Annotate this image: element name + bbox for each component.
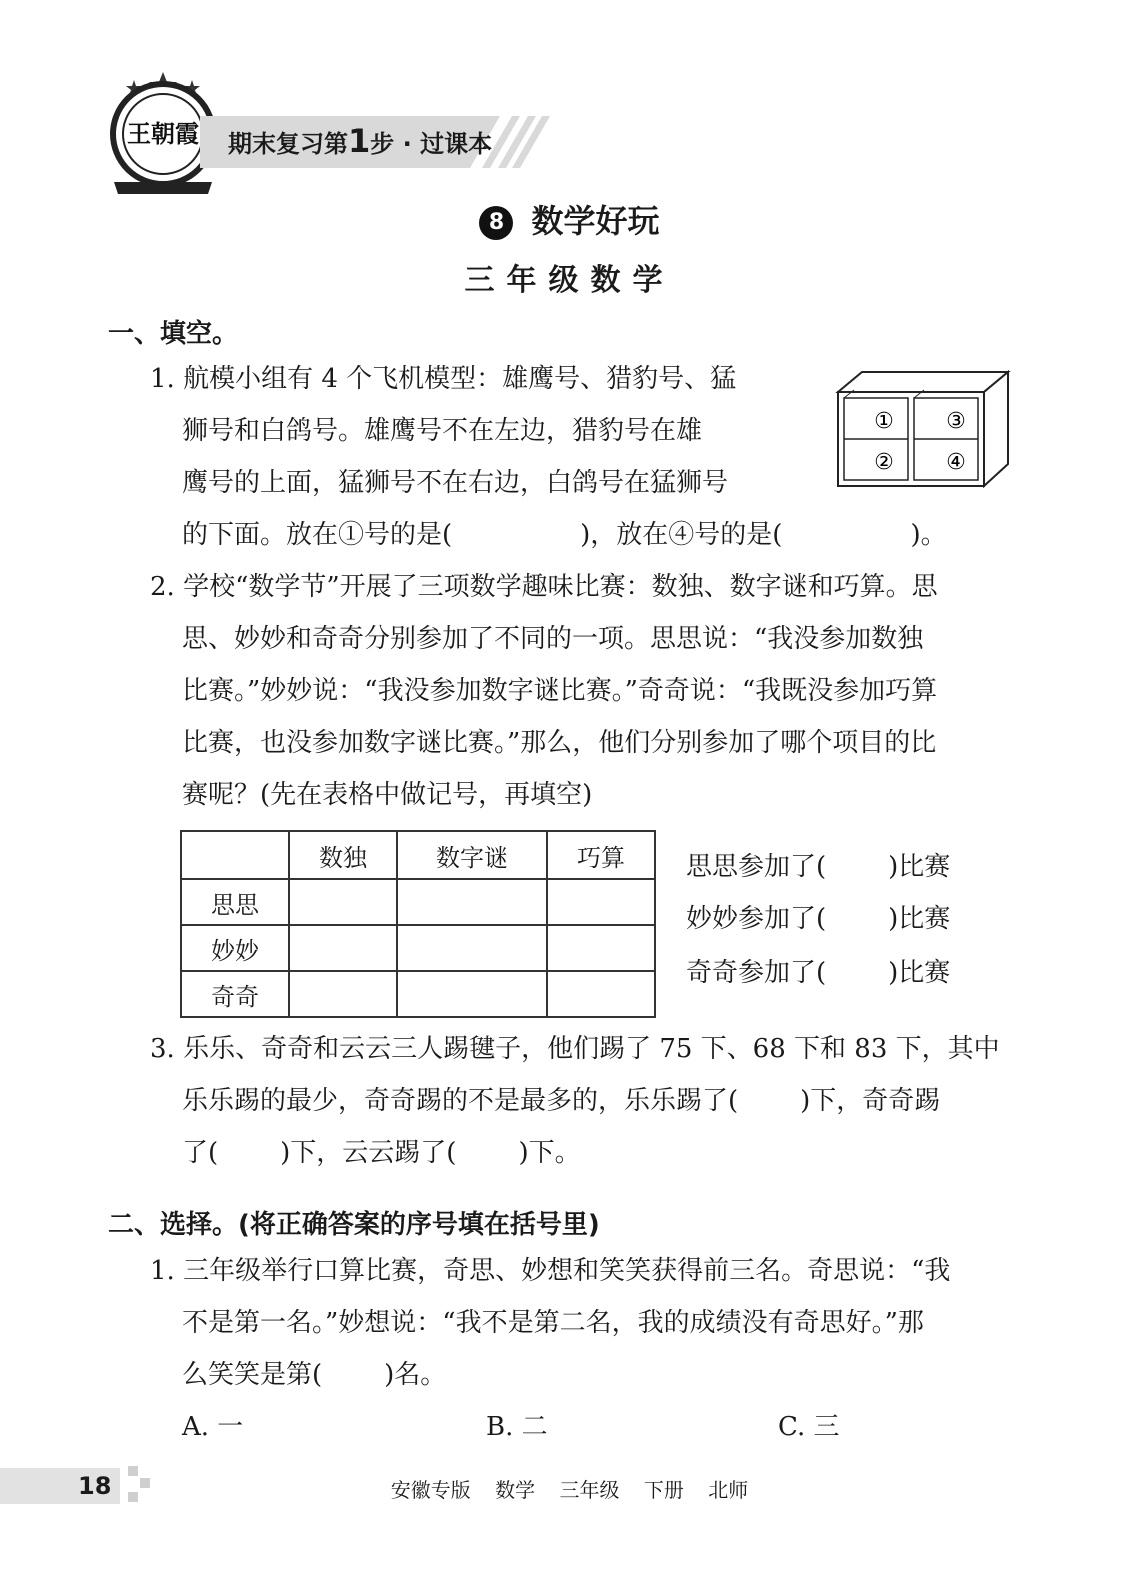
q1-line-4: [182, 520, 947, 550]
table-row: [181, 925, 655, 971]
q2-answer-3: [686, 958, 950, 988]
s2-q1-line-2: 不是第一名。”妙想说：“我不是第二名，我的成绩没有奇思好。”那: [182, 1308, 924, 1338]
cabinet-slot-3: ③: [946, 409, 966, 434]
unit-title: [0, 196, 1139, 242]
footer-grade: 三年级: [559, 1478, 620, 1502]
q2-answer-2: [686, 904, 950, 934]
table-cell[interactable]: [289, 925, 397, 971]
q2-line-1: 2. 学校“数学节”开展了三项数学趣味比赛：数独、数字谜和巧算。思: [150, 572, 938, 602]
table-cell[interactable]: [289, 971, 397, 1017]
table-header-cell: 巧算: [547, 831, 655, 879]
table-header-cell: [181, 831, 289, 879]
section2-heading: 二、选择。(将正确答案的序号填在括号里): [108, 1210, 600, 1240]
footer-edition: 安徽专版: [390, 1478, 471, 1502]
s2-q1-line-3: [182, 1360, 446, 1390]
q1-line-2: 狮号和白鸽号。雄鹰号不在左边，猎豹号在雄: [182, 416, 703, 446]
unit-name: 数学好玩: [531, 202, 660, 240]
q3-text: )下，云云踢了(: [280, 1138, 457, 1168]
table-cell[interactable]: [289, 879, 397, 925]
table-row-label: 奇奇: [181, 971, 289, 1017]
footer-volume: 下册: [643, 1478, 684, 1502]
cabinet-slot-4: ④: [946, 450, 966, 475]
answer-text: 思思参加了(: [686, 852, 827, 882]
table-header-row: [181, 831, 655, 879]
footer-publisher: 北师: [708, 1478, 749, 1502]
footer-info: [0, 1474, 1139, 1503]
q3-line-1: 3. 乐乐、奇奇和云云三人踢毽子，他们踢了 75 下、68 下和 83 下，其中: [150, 1034, 1000, 1064]
table-header-cell: 数字谜: [397, 831, 547, 879]
table-row: [181, 971, 655, 1017]
q1-text-b: )，放在④号的是(: [580, 520, 783, 550]
q3-text: )下。: [518, 1138, 581, 1168]
q1-text-a: 的下面。放在①号的是(: [182, 520, 453, 550]
table-row-label: 妙妙: [181, 925, 289, 971]
table-cell[interactable]: [397, 971, 547, 1017]
q3-text: 乐乐踢的最少，奇奇踢的不是最多的，乐乐踢了(: [182, 1086, 739, 1116]
q2-line-4: 比赛，也没参加数字谜比赛。”那么，他们分别参加了哪个项目的比: [182, 728, 937, 758]
answer-text: )比赛: [888, 904, 951, 934]
s2-q1-text: 么笑笑是第(: [182, 1360, 323, 1390]
q3-line-3: [182, 1138, 581, 1168]
table-row: [181, 879, 655, 925]
banner-title: [228, 122, 492, 160]
q3-text: 了(: [182, 1138, 219, 1168]
option-a[interactable]: A. 一: [182, 1412, 244, 1442]
q1-text-c: )。: [910, 520, 947, 550]
answer-text: 奇奇参加了(: [686, 958, 827, 988]
q3-line-2: [182, 1086, 940, 1116]
answer-text: )比赛: [888, 852, 951, 882]
q3-text: )下，奇奇踢: [800, 1086, 941, 1116]
table-row-label: 思思: [181, 879, 289, 925]
banner-prefix: 期末复习第: [228, 130, 348, 158]
banner-suffix: 步 · 过课本: [370, 130, 493, 158]
q2-line-3: 比赛。”妙妙说：“我没参加数字谜比赛。”奇奇说：“我既没参加巧算: [182, 676, 938, 706]
answer-text: 妙妙参加了(: [686, 904, 827, 934]
option-b[interactable]: B. 二: [486, 1412, 548, 1442]
cabinet-slot-1: ①: [874, 409, 894, 434]
q2-line-2: 思、妙妙和奇奇分别参加了不同的一项。思思说：“我没参加数独: [182, 624, 924, 654]
logic-table: [180, 830, 656, 1018]
footer-subject: 数学: [495, 1478, 536, 1502]
option-c[interactable]: C. 三: [778, 1412, 840, 1442]
table-cell[interactable]: [547, 879, 655, 925]
table-header-cell: 数独: [289, 831, 397, 879]
cabinet-figure: [832, 368, 1012, 490]
banner-step: 1: [348, 122, 371, 160]
page-number: 18: [78, 1472, 112, 1500]
subtitle: 三年级数学: [464, 263, 675, 298]
answer-text: )比赛: [888, 958, 951, 988]
unit-number-badge: 8: [479, 206, 513, 240]
table-cell[interactable]: [397, 879, 547, 925]
q2-answer-1: [686, 852, 950, 882]
q2-line-5: 赛呢？(先在表格中做记号，再填空): [182, 780, 593, 810]
logo-text: 王朝霞: [127, 119, 199, 148]
q1-line-3: 鹰号的上面，猛狮号不在右边，白鸽号在猛狮号: [182, 468, 729, 498]
table-cell[interactable]: [547, 971, 655, 1017]
q1-line-1: 1. 航模小组有 4 个飞机模型：雄鹰号、猎豹号、猛: [150, 364, 737, 394]
section1-heading: 一、填空。: [108, 319, 239, 349]
cabinet-slot-2: ②: [874, 450, 894, 475]
s2-q1-line-1: 1. 三年级举行口算比赛，奇思、妙想和笑笑获得前三名。奇思说：“我: [150, 1256, 951, 1286]
table-cell[interactable]: [397, 925, 547, 971]
s2-q1-text: )名。: [384, 1360, 447, 1390]
table-cell[interactable]: [547, 925, 655, 971]
